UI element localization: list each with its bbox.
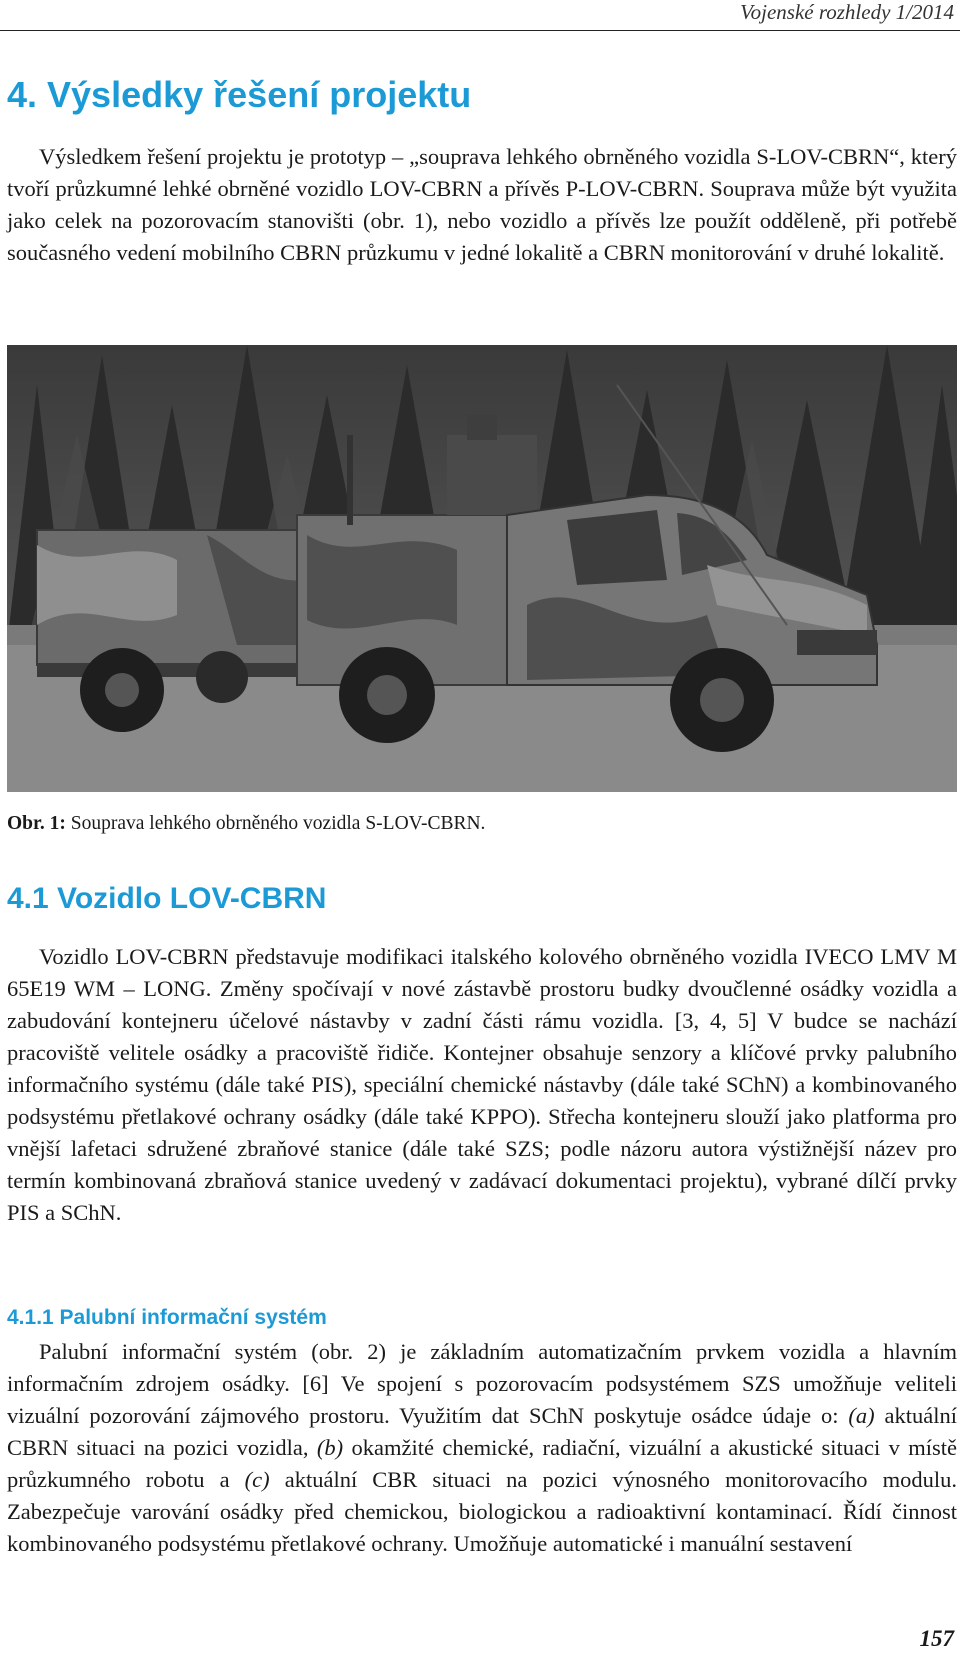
p3-part1: Palubní informační systém (obr. 2) je základním automatizačním prvkem vozidla a hlavním informačním zdrojem osádky. [6] Ve spojení s pozorovacím podsystémem SZS umožňuje veliteli vizuální pozorování zájmového prostoru. Využitím dat SChN poskytuje osádce údaje o: bbox=[7, 1339, 957, 1428]
vehicle-photo bbox=[7, 345, 957, 792]
figure-label: Obr. 1: bbox=[7, 813, 66, 834]
p3-item-c: (c) bbox=[244, 1467, 270, 1492]
p3-item-a: (a) bbox=[848, 1403, 875, 1428]
paragraph-vehicle: Vozidlo LOV-CBRN představuje modifikaci italského kolového obrněného vozidla IVECO LMV M 65E19 WM – LONG. Změny spočívají v nové zástavbě prostoru budky dvoučlenné osádky vozidla a zabudování kontejneru účelové nástavby v zadní části rámu vozidla. [3, 4, 5] V budce se nachází pracoviště velitele osádky a pracoviště řidiče. Kontejner obsahuje senzory a klíčové prvky palubního informačního systému (dále také PIS), speciální chemické nástavby (dále také SChN) a kombinovaného podsystému přetlakové ochrany osádky (dále také KPPO). Střecha kontejneru slouží jako platforma pro vnější lafetaci sdružené zbraňové stanice (dále také SZS; podle názoru autora výstižnější název pro termín kombinovaná zbraňová stanice uvedený v zadávací dokumentaci projektu), vybrané dílčí prvky PIS a SChN. bbox=[7, 944, 957, 1225]
page-number: 157 bbox=[919, 1626, 954, 1651]
running-header bbox=[0, 0, 960, 31]
p3-part3: okamžité chemické, radiační, vizuální a akustické situaci v místě průzkumného robotu a bbox=[7, 1435, 957, 1492]
figure-caption bbox=[7, 813, 485, 835]
vehicle-photo-illustration bbox=[7, 345, 957, 792]
p3-part2: aktuální CBRN situaci na pozici vozidla, bbox=[7, 1403, 957, 1460]
figure-caption-text: Souprava lehkého obrněného vozidla S-LOV-CBRN. bbox=[70, 813, 486, 834]
journal-title: Vojenské rozhledy 1/2014 bbox=[740, 0, 954, 24]
p3-item-b: (b) bbox=[316, 1435, 344, 1460]
paragraph-info-system bbox=[7, 1336, 957, 1560]
section-heading: 4. Výsledky řešení projektu bbox=[7, 74, 472, 115]
subsubsection-heading: 4.1.1 Palubní informační systém bbox=[7, 1306, 327, 1329]
subsection-heading: 4.1 Vozidlo LOV-CBRN bbox=[7, 882, 327, 915]
p3-part4: aktuální CBR situaci na pozici výnosného monitorovacího modulu. Zabezpečuje varování osádky před chemickou, biologickou a radioaktivní kontaminací. Řídí činnost kombinovaného podsystému přetlakové ochrany. Umožňuje automatické i manuální sestavení bbox=[7, 1467, 957, 1556]
paragraph-intro: Výsledkem řešení projektu je prototyp – „souprava lehkého obrněného vozidla S-LOV-CBRN“, který tvoří průzkumné lehké obrněné vozidlo LOV-CBRN a přívěs P-LOV-CBRN. Souprava může být využita jako celek na pozorovacím stanovišti (obr. 1), nebo vozidlo a přívěs lze použít odděleně, při potřebě současného vedení mobilního CBRN průzkumu v jedné lokalitě a CBRN monitorování v druhé lokalitě. bbox=[7, 144, 957, 265]
